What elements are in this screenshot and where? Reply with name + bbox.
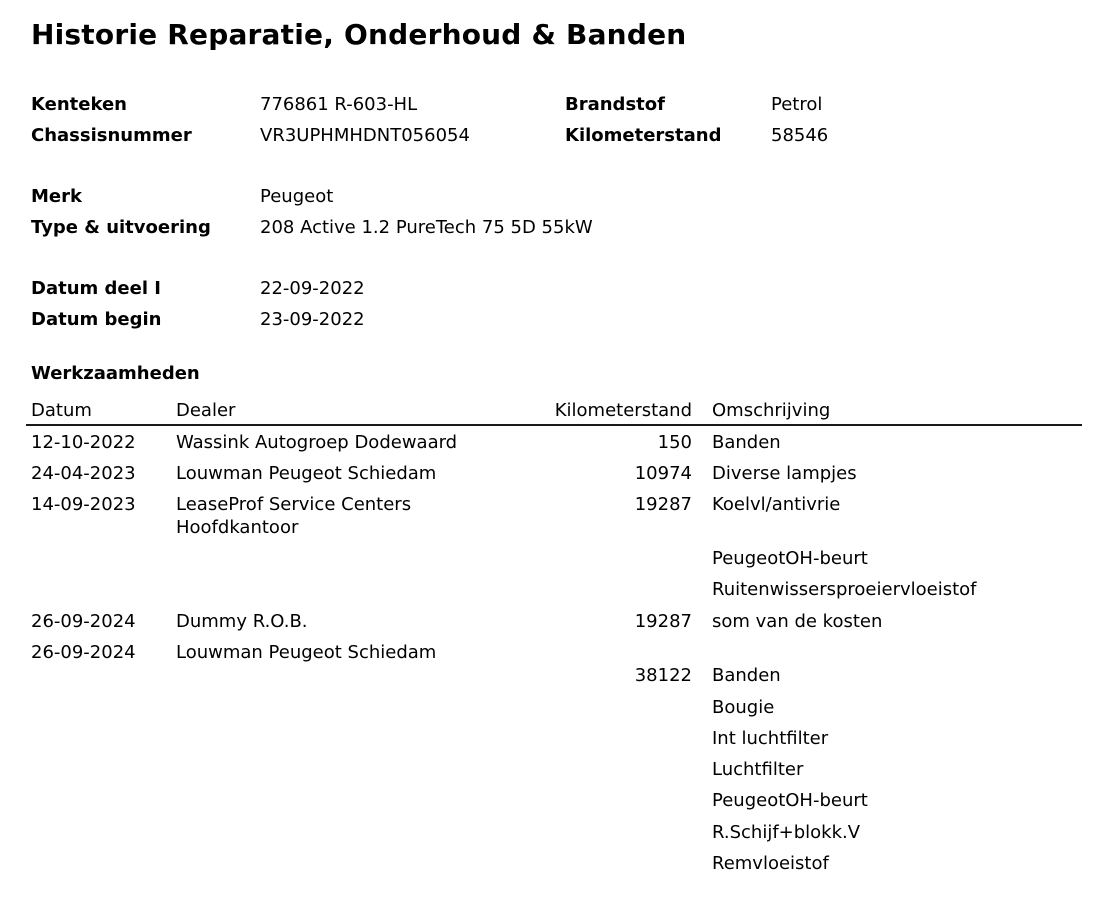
datum-begin-label: Datum begin	[31, 309, 162, 330]
kenteken-value: 776861 R-603-HL	[260, 94, 418, 115]
section-title-werkzaamheden: Werkzaamheden	[31, 363, 200, 384]
brandstof-value: Petrol	[771, 94, 823, 115]
chassis-value: VR3UPHMHDNT056054	[260, 125, 470, 146]
row-omschrijving: Ruitenwissersproeiervloeistof	[712, 579, 977, 600]
row-dealer: Dummy R.O.B.	[176, 611, 308, 632]
row-omschrijving: PeugeotOH-beurt	[712, 548, 868, 569]
row-kilometerstand: 19287	[634, 611, 692, 632]
page-title: Historie Reparatie, Onderhoud & Banden	[31, 18, 687, 51]
row-kilometerstand: 38122	[634, 665, 692, 686]
row-omschrijving: Koelvl/antivrie	[712, 494, 841, 515]
row-dealer: Wassink Autogroep Dodewaard	[176, 432, 458, 453]
row-dealer-line2: Hoofdkantoor	[176, 517, 299, 538]
row-omschrijving: Diverse lampjes	[712, 463, 857, 484]
datum-deel-value: 22-09-2022	[260, 278, 365, 299]
row-omschrijving: Banden	[712, 432, 781, 453]
row-dealer: Louwman Peugeot Schiedam	[176, 642, 437, 663]
kenteken-label: Kenteken	[31, 94, 127, 115]
row-kilometerstand: 10974	[634, 463, 692, 484]
merk-label: Merk	[31, 186, 82, 207]
header-divider	[26, 424, 1082, 426]
row-omschrijving: R.Schijf+blokk.V	[712, 822, 861, 843]
row-omschrijving: Luchtfilter	[712, 759, 804, 780]
row-kilometerstand: 150	[657, 432, 692, 453]
merk-value: Peugeot	[260, 186, 334, 207]
column-header-omschrijving: Omschrijving	[712, 400, 831, 421]
row-omschrijving: Bougie	[712, 697, 775, 718]
kilometerstand-value: 58546	[771, 125, 829, 146]
row-kilometerstand: 19287	[634, 494, 692, 515]
row-omschrijving: PeugeotOH-beurt	[712, 790, 868, 811]
datum-deel-label: Datum deel I	[31, 278, 161, 299]
row-dealer: LeaseProf Service Centers	[176, 494, 412, 515]
type-label: Type & uitvoering	[31, 217, 211, 238]
column-header-dealer: Dealer	[176, 400, 236, 421]
row-omschrijving: som van de kosten	[712, 611, 883, 632]
brandstof-label: Brandstof	[565, 94, 665, 115]
row-datum: 26-09-2024	[31, 611, 136, 632]
chassis-label: Chassisnummer	[31, 125, 192, 146]
row-datum: 12-10-2022	[31, 432, 136, 453]
column-header-kilometerstand: Kilometerstand	[554, 400, 692, 421]
row-datum: 26-09-2024	[31, 642, 136, 663]
row-dealer: Louwman Peugeot Schiedam	[176, 463, 437, 484]
row-omschrijving: Remvloeistof	[712, 853, 829, 874]
type-value: 208 Active 1.2 PureTech 75 5D 55kW	[260, 217, 593, 238]
column-header-datum: Datum	[31, 400, 92, 421]
kilometerstand-label: Kilometerstand	[565, 125, 722, 146]
row-omschrijving: Int luchtfilter	[712, 728, 829, 749]
row-datum: 24-04-2023	[31, 463, 136, 484]
row-datum: 14-09-2023	[31, 494, 136, 515]
row-omschrijving: Banden	[712, 665, 781, 686]
datum-begin-value: 23-09-2022	[260, 309, 365, 330]
